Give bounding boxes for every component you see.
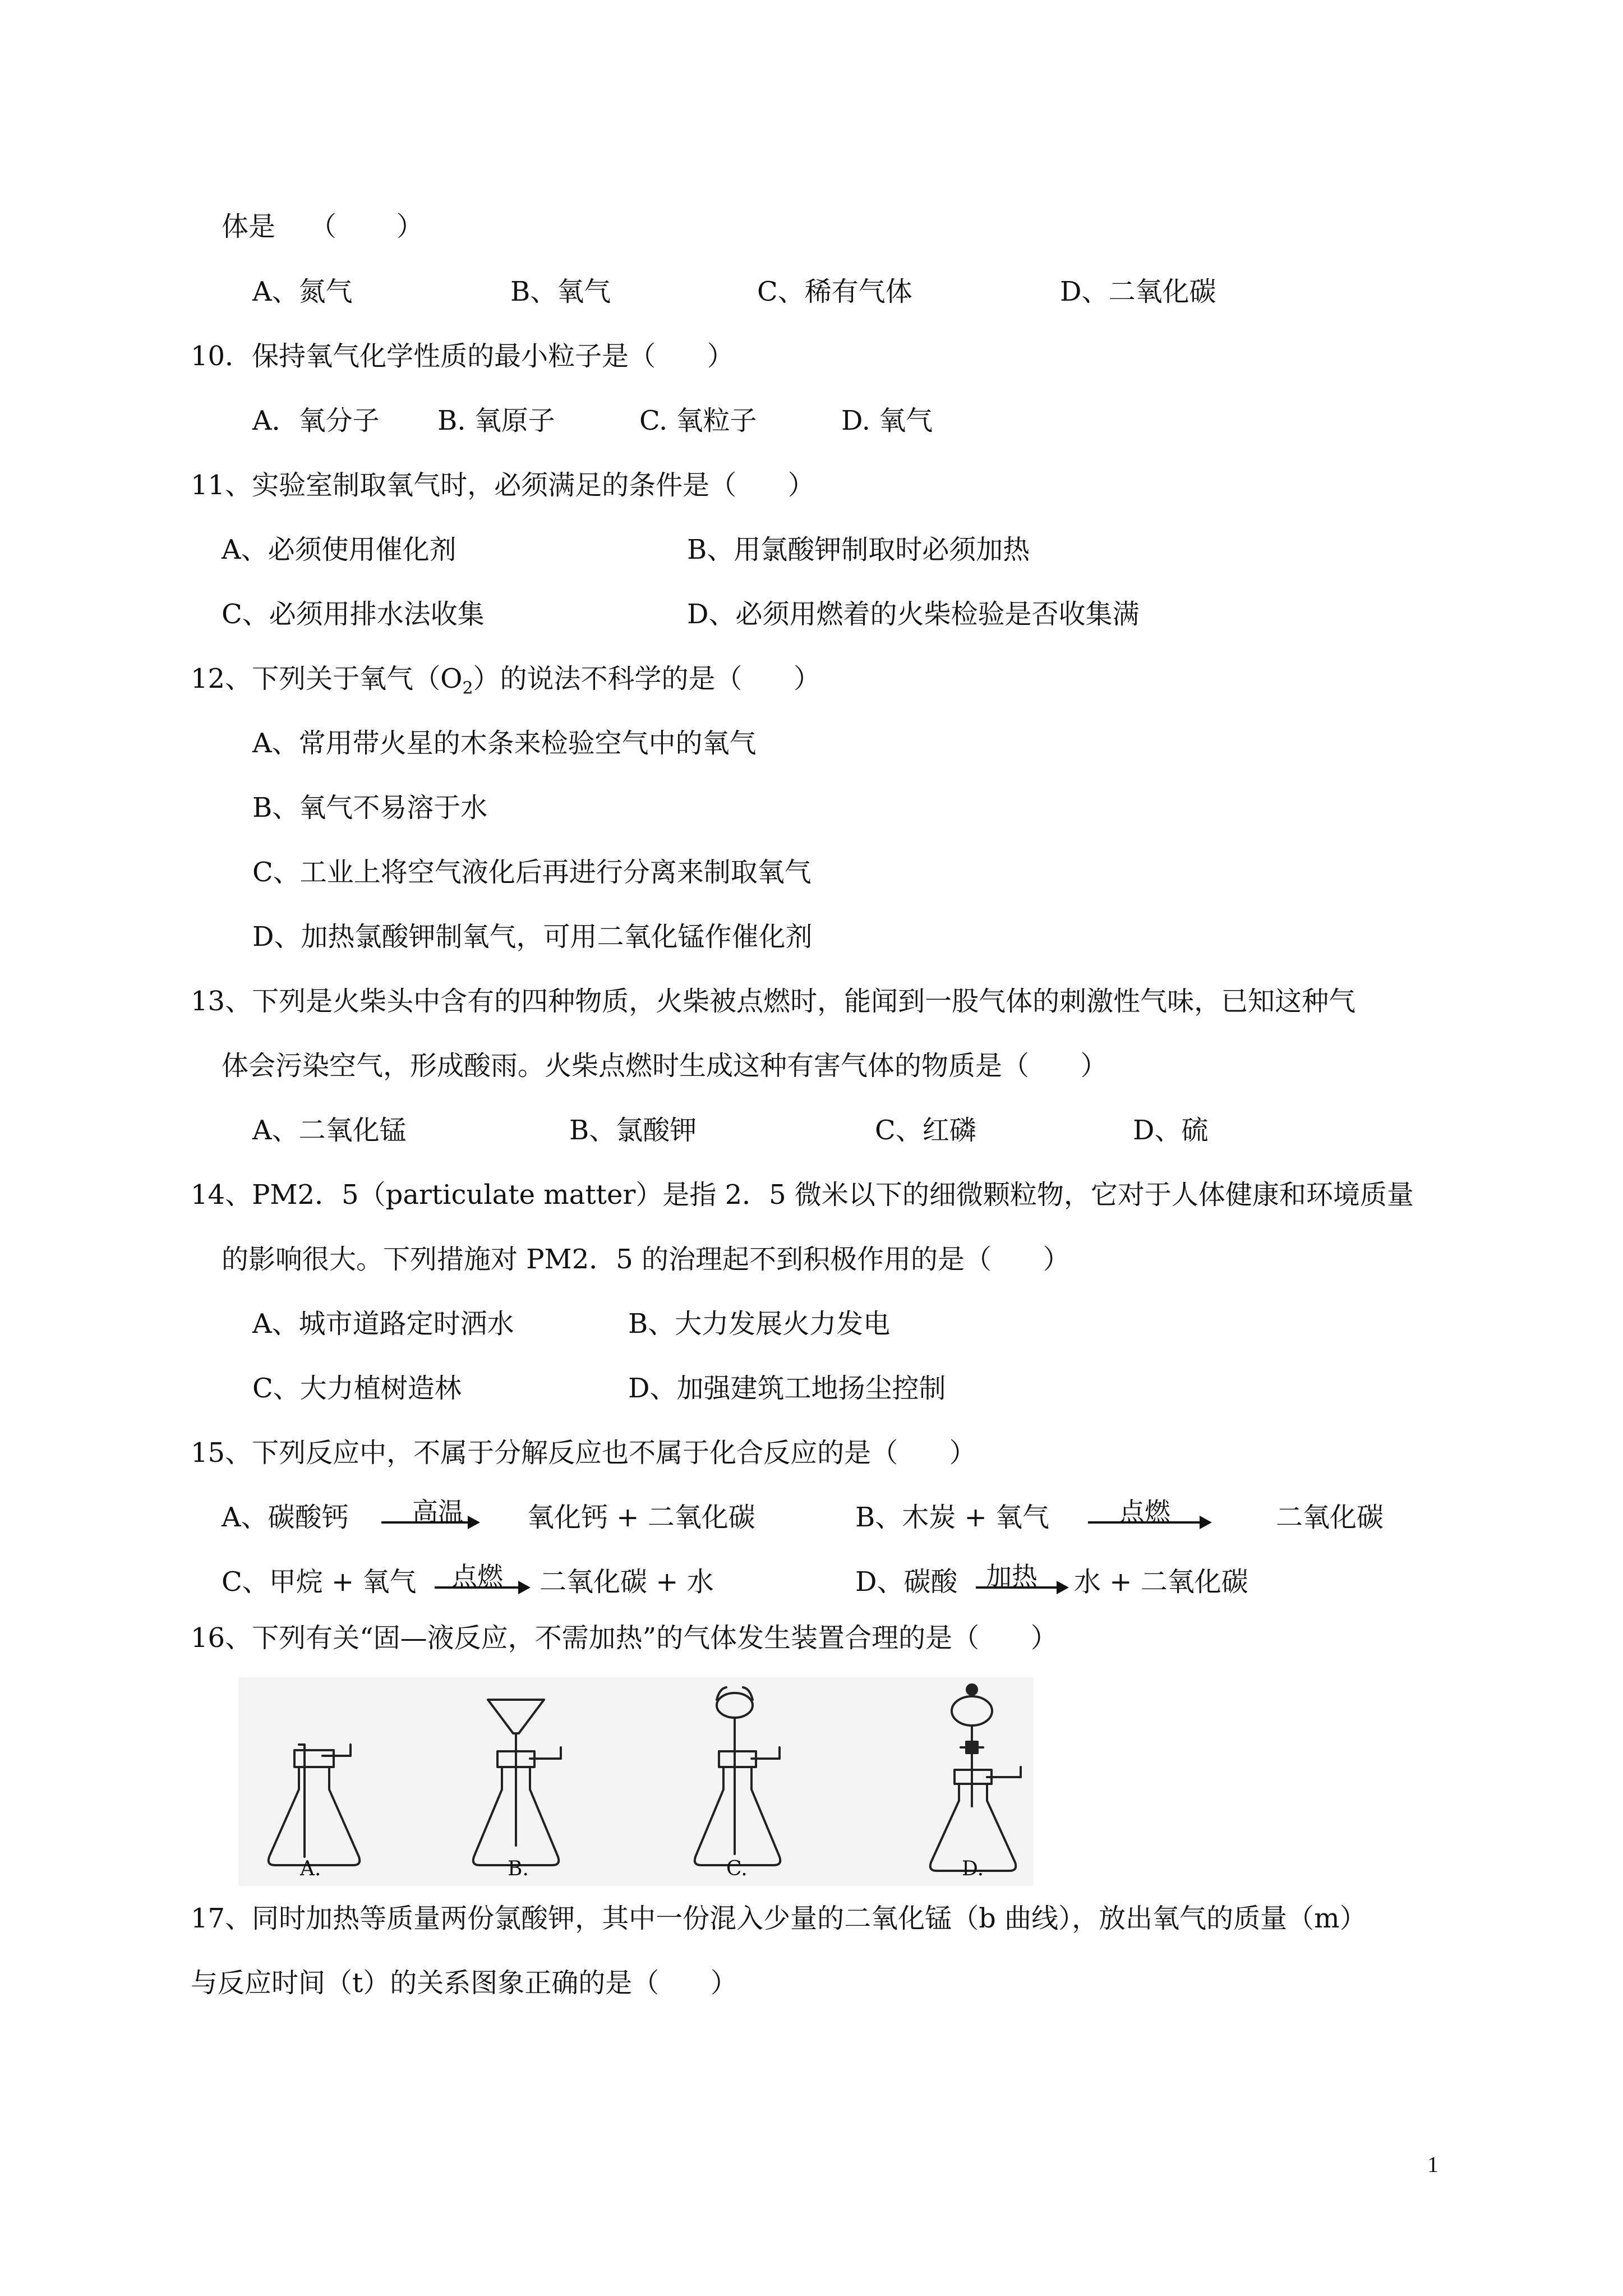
gas-generator-apparatus-figure: [238, 1677, 1034, 1886]
apparatus-label-c: C.: [726, 1857, 748, 1880]
q9-stem-continuation: 体是 （ ）: [222, 211, 423, 242]
q10-option-a: A．氧分子: [252, 405, 380, 436]
q15-option-a-arrow: [381, 1521, 477, 1524]
q15-option-b-condition: 点燃: [1119, 1497, 1170, 1527]
q9-option-d: D、二氧化碳: [1060, 276, 1216, 307]
apparatus-label-d: D.: [962, 1857, 984, 1880]
q15-option-d-reactant: D、碳酸: [855, 1566, 958, 1598]
apparatus-d: [930, 1685, 1021, 1871]
q13-option-a: A、二氧化锰: [252, 1115, 407, 1146]
q15-option-b-product: 二氧化碳: [1276, 1502, 1384, 1533]
q11-option-c: C、必须用排水法收集: [222, 599, 485, 630]
q13-option-b: B、氯酸钾: [569, 1115, 697, 1146]
q15-option-c-product: 二氧化碳 + 水: [540, 1566, 714, 1598]
q15-option-b-arrow: [1088, 1521, 1209, 1524]
q15-option-a-reactant: A、碳酸钙: [222, 1502, 349, 1533]
q16-stem: 16、下列有关“固—液反应，不需加热”的气体发生装置合理的是（ ）: [191, 1622, 1058, 1654]
q15-stem: 15、下列反应中，不属于分解反应也不属于化合反应的是（ ）: [191, 1437, 976, 1469]
q11-option-d: D、必须用燃着的火柴检验是否收集满: [687, 599, 1140, 630]
q17-stem-line1: 17、同时加热等质量两份氯酸钾，其中一份混入少量的二氧化锰（b 曲线），放出氧气的质量（m）: [191, 1903, 1367, 1934]
q13-stem-line1: 13、下列是火柴头中含有的四种物质，火柴被点燃时，能闻到一股气体的刺激性气味，已知这种气: [191, 986, 1356, 1017]
apparatus-illustration: [238, 1677, 1034, 1886]
q15-option-d-condition: 加热: [986, 1561, 1038, 1591]
q11-stem: 11、实验室制取氧气时，必须满足的条件是（ ）: [191, 470, 815, 501]
q14-option-d: D、加强建筑工地扬尘控制: [628, 1373, 946, 1404]
q12-option-c: C、工业上将空气液化后再进行分离来制取氧气: [252, 857, 811, 888]
q13-option-d: D、硫: [1133, 1115, 1209, 1146]
q15-option-c-condition: 点燃: [451, 1561, 503, 1591]
q15-option-b-reactant: B、木炭 + 氧气: [855, 1502, 1050, 1533]
q12-stem-text-b: ）的说法不科学的是（ ）: [473, 663, 821, 694]
q12-option-b: B、氧气不易溶于水: [252, 792, 488, 823]
q9-option-c: C、稀有气体: [757, 276, 912, 307]
apparatus-label-a: A.: [300, 1857, 321, 1880]
q10-option-d: D. 氧气: [841, 405, 933, 436]
q12-option-d: D、加热氯酸钾制氧气，可用二氧化锰作催化剂: [252, 921, 813, 953]
q9-option-b: B、氧气: [510, 276, 611, 307]
apparatus-b: [473, 1700, 561, 1865]
q10-option-b: B. 氧原子: [437, 405, 555, 436]
q15-option-d-product: 水 + 二氧化碳: [1074, 1566, 1248, 1598]
q13-stem-line2: 体会污染空气，形成酸雨。火柴点燃时生成这种有害气体的物质是（ ）: [222, 1050, 1108, 1082]
q14-option-c: C、大力植树造林: [252, 1373, 462, 1404]
q11-option-a: A、必须使用催化剂: [222, 534, 457, 565]
q12-subscript: 2: [462, 678, 473, 698]
q12-stem: [191, 662, 820, 706]
q10-option-c: C. 氧粒子: [639, 405, 757, 436]
q15-option-c-arrow: [435, 1586, 527, 1589]
q15-option-d-arrow: [976, 1586, 1066, 1589]
apparatus-a: [269, 1745, 360, 1865]
apparatus-label-b: B.: [508, 1857, 529, 1880]
q17-stem-line2: 与反应时间（t）的关系图象正确的是（ ）: [191, 1967, 737, 1999]
q15-option-a-product: 氧化钙 + 二氧化碳: [527, 1502, 755, 1533]
q13-option-c: C、红磷: [875, 1115, 976, 1146]
q12-stem-text-a: 12、下列关于氧气（O: [191, 663, 463, 694]
q15-option-c-reactant: C、甲烷 + 氧气: [222, 1566, 417, 1598]
q11-option-b: B、用氯酸钾制取时必须加热: [687, 534, 1030, 565]
q14-stem-line1: 14、PM2．5（particulate matter）是指 2．5 微米以下的细微颗粒物，它对于人体健康和环境质量: [191, 1179, 1414, 1211]
q9-option-a: A、氮气: [252, 276, 353, 307]
page-number: 1: [1427, 2152, 1438, 2177]
apparatus-c: [695, 1687, 781, 1865]
q14-option-a: A、城市道路定时洒水: [252, 1308, 514, 1340]
q14-option-b: B、大力发展火力发电: [628, 1308, 891, 1340]
q10-stem: 10．保持氧气化学性质的最小粒子是（ ）: [191, 341, 734, 372]
q12-option-a: A、常用带火星的木条来检验空气中的氧气: [252, 728, 757, 759]
q15-option-a-condition: 高温: [412, 1497, 464, 1527]
q14-stem-line2: 的影响很大。下列措施对 PM2．5 的治理起不到积极作用的是（ ）: [222, 1244, 1070, 1275]
